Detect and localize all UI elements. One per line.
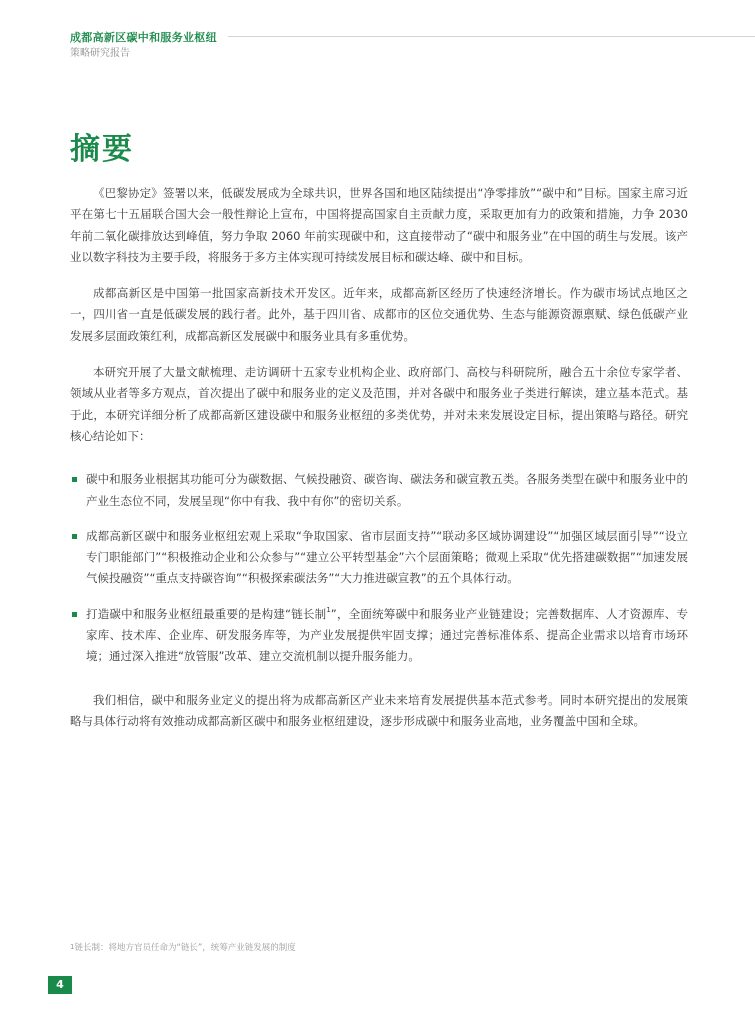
bullet-text-start: 打造碳中和服务业枢纽最重要的是构建“链长制 [86, 606, 327, 621]
bullet-item [70, 604, 688, 668]
footnote [70, 941, 296, 953]
bullet-item [70, 526, 688, 590]
main-content [70, 183, 688, 747]
paragraph-background: 成都高新区是中国第一批国家高新技术开发区。近年来，成都高新区经历了快速经济增长。作为碳市场试点地区之一，四川省一直是低碳发展的践行者。此外，基于四川省、成都市的区位交通优势、生态与能源资源禀赋、绿色低碳产业发展多层面政策红利，成都高新区发展碳中和服务业具有多重优势。 [70, 286, 688, 343]
page-number: 4 [48, 976, 72, 994]
paragraph-intro: 《巴黎协定》签署以来，低碳发展成为全球共识，世界各国和地区陆续提出“净零排放”“碳中和”目标。国家主席习近平在第七十五届联合国大会一般性辩论上宣布，中国将提高国家自主贡献力度，采取更加有力的政策和措施，力争 2030 年前二氧化碳排放达到峰值，努力争取 2060 年前实现碳中和，这直接带动了“碳中和服务业”在中国的萌生与发展。该产业以数字科技为主要手段，将服务于多方主体实现可持续发展目标和碳达峰、碳中和目标。 [70, 186, 688, 264]
bullet-item [70, 469, 688, 512]
header-title: 成都高新区碳中和服务业枢纽 [70, 31, 217, 44]
page-title: 摘要 [70, 132, 134, 167]
bullet-marker [72, 612, 77, 617]
bullet-text: 成都高新区碳中和服务业枢纽宏观上采取“争取国家、省市层面支持”“联动多区域协调建设”“加强区域层面引导”“设立专门职能部门”“积极推动企业和公众参与”“建立公平转型基金”六个层面策略；微观上采取“优先搭建碳数据”“加速发展气候投融资”“重点支持碳咨询”“积极探索碳法务”“大力推进碳宣教”的五个具体行动。 [86, 528, 688, 586]
footnote-ref: 1 [326, 605, 331, 614]
footnote-text: 链长制：将地方官员任命为“链长”，统筹产业链发展的制度 [74, 943, 296, 953]
paragraph-method: 本研究开展了大量文献梳理、走访调研十五家专业机构企业、政府部门、高校与科研院所，融合五十余位专家学者、领域从业者等多方观点，首次提出了碳中和服务业的定义及范围，并对各碳中和服务业子类进行解读，建立基本范式。基于此，本研究详细分析了成都高新区建设碳中和服务业枢纽的多类优势，并对未来发展设定目标，提出策略与路径。研究核心结论如下： [70, 365, 688, 443]
paragraph-closing: 我们相信，碳中和服务业定义的提出将为成都高新区产业未来培育发展提供基本范式参考。同时本研究提出的发展策略与具体行动将有效推动成都高新区碳中和服务业枢纽建设，逐步形成碳中和服务业高地，业务覆盖中国和全球。 [70, 692, 688, 728]
bullet-marker [72, 534, 77, 539]
bullet-text-end: ”，全面统筹碳中和服务业产业链建设；完善数据库、人才资源库、专家库、技术库、企业库、研发服务库等，为产业发展提供牢固支撑；通过完善标准体系、提高企业需求以培育市场环境；通过深入推进“放管服”改革、建立交流机制以提升服务能力。 [86, 606, 688, 664]
header-divider [228, 36, 755, 37]
bullet-marker [72, 477, 77, 482]
bullet-text: 碳中和服务业根据其功能可分为碳数据、气候投融资、碳咨询、碳法务和碳宣教五类。各服务类型在碳中和服务业中的产业生态位不同，发展呈现“你中有我、我中有你”的密切关系。 [86, 472, 688, 508]
header-subtitle: 策略研究报告 [70, 48, 130, 59]
footnote-marker: 1 [70, 943, 75, 951]
